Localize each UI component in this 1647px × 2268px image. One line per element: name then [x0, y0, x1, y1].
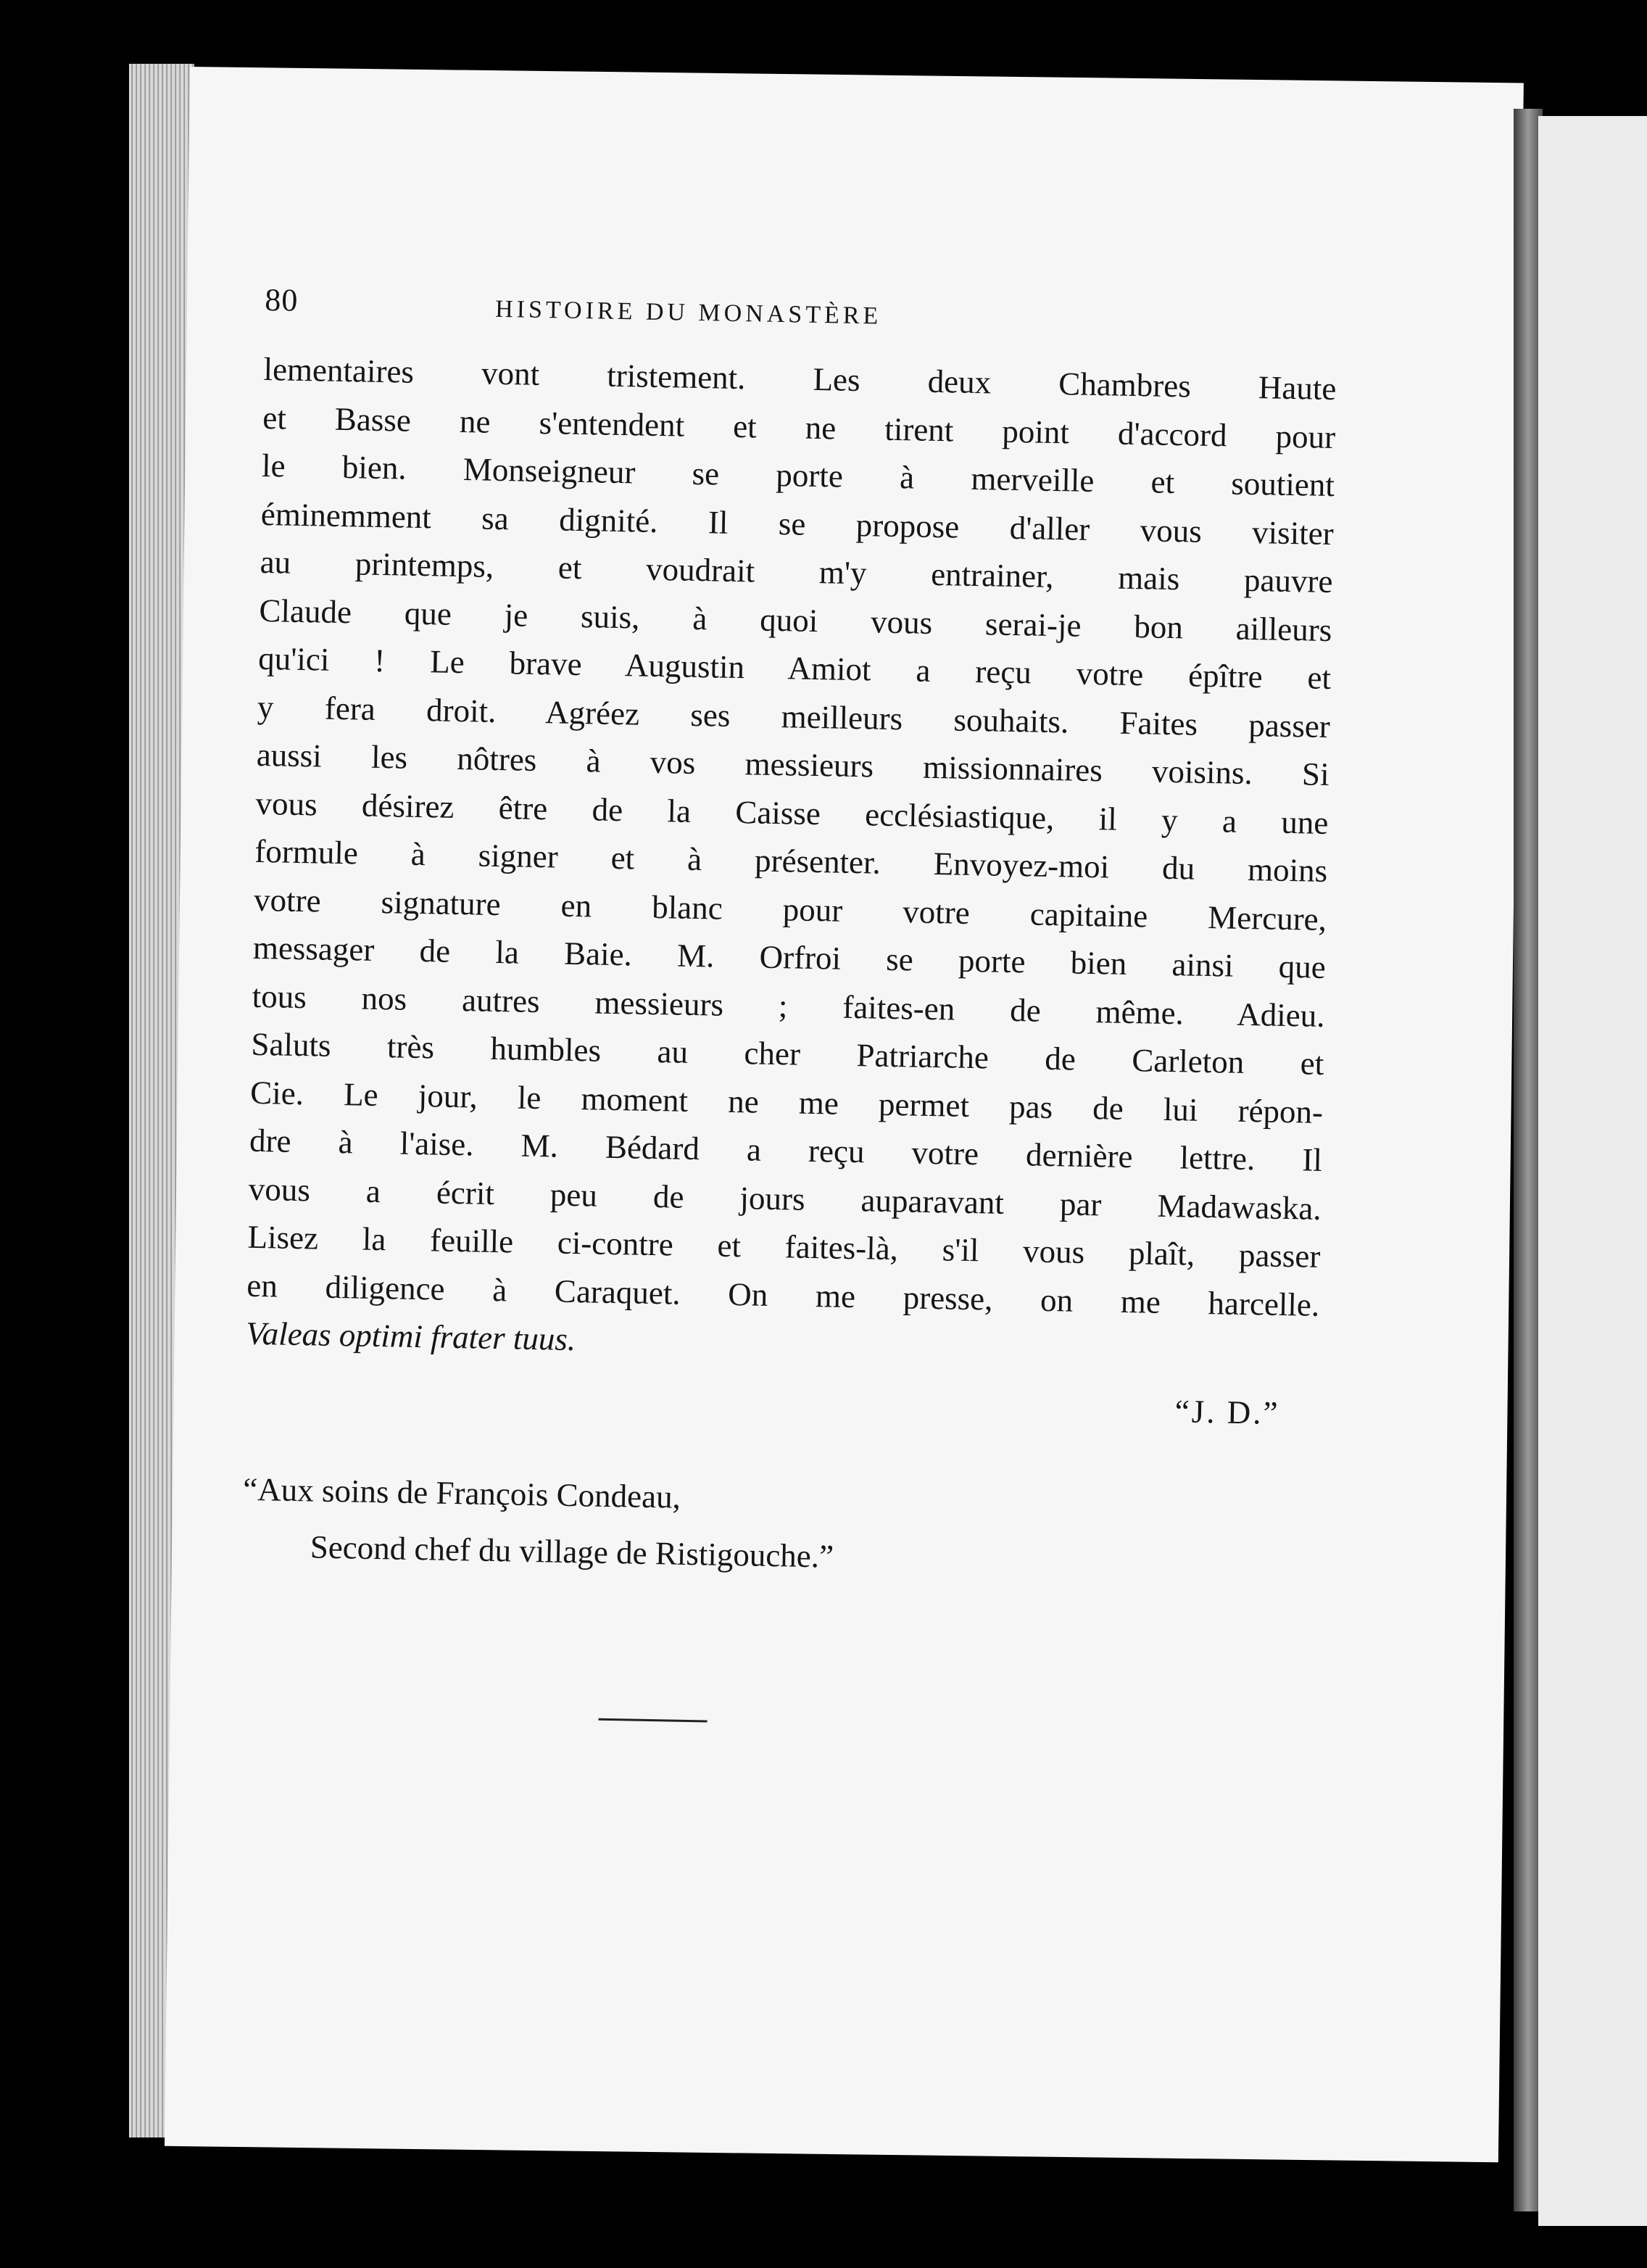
text-line: Saluts très humbles au cher Patriarche de Carleton et: [251, 1025, 1324, 1082]
text-line: qu'ici ! Le brave Augustin Amiot a reçu votre épître et: [257, 640, 1332, 697]
body-paragraph: [246, 345, 1337, 1377]
text-line: éminemment sa dignité. Il se propose d'aller vous visiter: [260, 495, 1335, 552]
text-line: formule à signer et à présenter. Envoyez-moi du moins: [254, 832, 1328, 889]
text-line: messager de la Baie. M. Orfroi se porte bien ainsi que: [252, 929, 1327, 985]
address-line: “Aux soins de François Condeau,: [242, 1470, 681, 1515]
text-line: Claude que je suis, à quoi vous serai-je bon ailleurs: [259, 592, 1332, 648]
page-content: [239, 274, 1338, 1733]
page-number: 80: [264, 281, 299, 318]
text-line: y fera droit. Agréez ses meilleurs souhaits. Faites passer: [257, 688, 1331, 745]
text-line: Cie. Le jour, le moment ne me permet pas de lui répon-: [249, 1074, 1324, 1130]
text-line: en diligence à Caraquet. On me presse, on me harcelle.: [246, 1267, 1320, 1323]
text-line: le bien. Monseigneur se porte à merveille et soutient: [261, 447, 1335, 504]
text-line: Lisez la feuille ci-contre et faites-là, s'il vous plaît, passer: [247, 1218, 1321, 1275]
text-line: aussi les nôtres à vos messieurs missionnaires voisins. Si: [256, 736, 1330, 793]
address-line: Second chef du village de Ristigouche.”: [310, 1528, 834, 1575]
text-line: votre signature en blanc pour votre capitaine Mercure,: [253, 881, 1327, 938]
text-line: et Basse ne s'entendent et ne tirent point d'accord pour: [262, 399, 1336, 455]
running-head: HISTOIRE DU MONASTÈRE: [494, 295, 882, 330]
text-line: lementaires vont tristement. Les deux Chambres Haute: [263, 350, 1337, 407]
closing-latin-line: Valeas optimi frater tuus.: [245, 1315, 576, 1358]
text-line: vous désirez être de la Caisse ecclésiastique, il y a une: [255, 785, 1329, 841]
address-block: [241, 1460, 1316, 1593]
text-line: dre à l'aise. M. Bédard a reçu votre dernière lettre. Il: [249, 1122, 1323, 1178]
text-line: au printemps, et voudrait m'y entrainer, mais pauvre: [260, 543, 1333, 600]
signature: “J. D.”: [1174, 1392, 1280, 1431]
text-line: tous nos autres messieurs ; faites-en de même. Adieu.: [252, 977, 1325, 1034]
facing-page-edge: [1538, 116, 1647, 2226]
text-line: vous a écrit peu de jours auparavant par Madawaska.: [248, 1170, 1322, 1227]
